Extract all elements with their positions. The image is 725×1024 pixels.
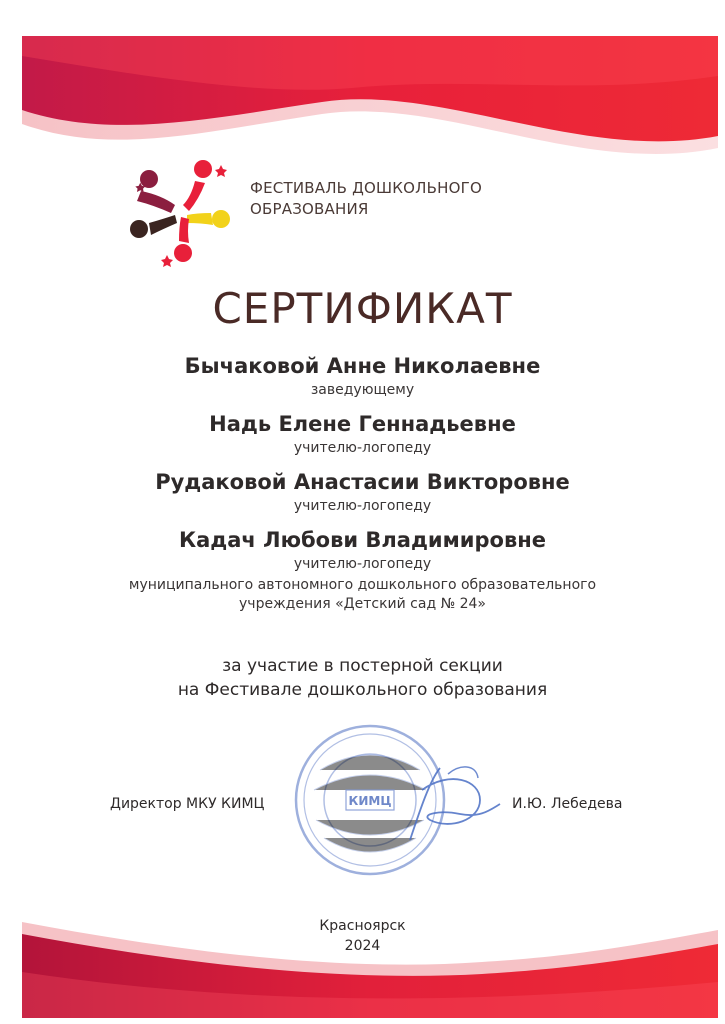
institution-text (0, 576, 725, 614)
reason-line-2: на Фестивале дошкольного образования (177, 680, 548, 700)
recipients-list (0, 352, 725, 614)
organization-line-2: ОБРАЗОВАНИЯ (250, 200, 369, 218)
signatory-role: Директор МКУ КИМЦ (110, 796, 265, 812)
signatory-name: И.Ю. Лебедева (512, 796, 623, 812)
recipient-name: Кадач Любови Владимировне (178, 528, 547, 552)
city-label: Красноярск (319, 918, 406, 934)
signature-block (0, 720, 725, 880)
institution-line-2: учреждения «Детский сад № 24» (239, 596, 486, 612)
stamp-label: КИМЦ (348, 794, 392, 808)
festival-organization-title (250, 178, 550, 220)
certificate-title: СЕРТИФИКАТ (212, 284, 513, 333)
recipient-name: Рудаковой Анастасии Викторовне (155, 470, 570, 494)
top-wave-decoration (22, 36, 718, 166)
bottom-wave-decoration (22, 912, 718, 1018)
year-label: 2024 (344, 938, 381, 954)
handwritten-signature-icon (380, 750, 510, 860)
recipient-role: учителю-логопеду (293, 556, 432, 572)
award-reason (0, 654, 725, 702)
recipient-name: Бычаковой Анне Николаевне (184, 354, 541, 378)
recipient-role: заведующему (310, 382, 415, 398)
organization-line-1: ФЕСТИВАЛЬ ДОШКОЛЬНОГО (250, 179, 482, 197)
institution-line-1: муниципального автономного дошкольного образовательного (128, 577, 597, 593)
reason-line-1: за участие в постерной секции (222, 656, 503, 676)
recipient-name: Надь Елене Геннадьевне (209, 412, 516, 436)
recipient-role: учителю-логопеду (293, 440, 432, 456)
recipient-role: учителю-логопеду (293, 498, 432, 514)
festival-logo-icon (122, 150, 240, 268)
